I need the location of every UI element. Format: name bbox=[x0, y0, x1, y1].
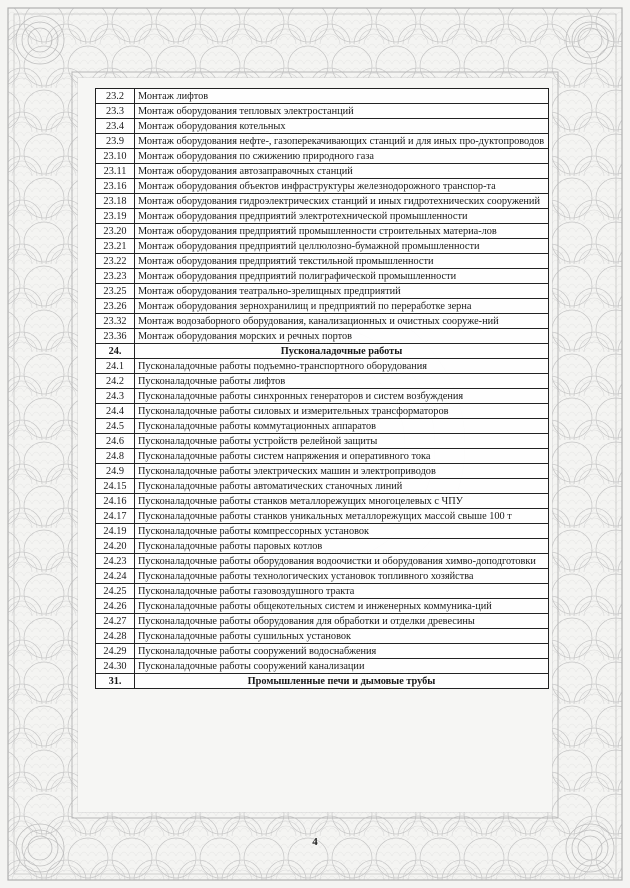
table-row bbox=[96, 314, 549, 329]
row-code: 24.27 bbox=[96, 614, 135, 629]
row-code: 31. bbox=[96, 674, 135, 689]
row-code: 23.32 bbox=[96, 314, 135, 329]
row-description: Промышленные печи и дымовые трубы bbox=[135, 674, 549, 689]
row-description: Монтаж водозаборного оборудования, канализационных и очистных сооруже-ний bbox=[135, 314, 549, 329]
row-description: Пусконаладочные работы электрических машин и электроприводов bbox=[135, 464, 549, 479]
table-row bbox=[96, 164, 549, 179]
row-code: 23.19 bbox=[96, 209, 135, 224]
row-code: 23.36 bbox=[96, 329, 135, 344]
row-code: 23.4 bbox=[96, 119, 135, 134]
row-description: Пусконаладочные работы автоматических станочных линий bbox=[135, 479, 549, 494]
table-row bbox=[96, 629, 549, 644]
table-row bbox=[96, 209, 549, 224]
table-row bbox=[96, 659, 549, 674]
table-row bbox=[96, 494, 549, 509]
table-row bbox=[96, 509, 549, 524]
table-row bbox=[96, 449, 549, 464]
table-row bbox=[96, 539, 549, 554]
row-description: Монтаж оборудования зернохранилищ и предприятий по переработке зерна bbox=[135, 299, 549, 314]
row-description: Пусконаладочные работы общекотельных систем и инженерных коммуника-ций bbox=[135, 599, 549, 614]
row-code: 24.15 bbox=[96, 479, 135, 494]
table-row bbox=[96, 554, 549, 569]
table-row bbox=[96, 644, 549, 659]
table-row bbox=[96, 419, 549, 434]
works-table-body bbox=[96, 89, 549, 689]
section-header-row bbox=[96, 344, 549, 359]
table-row bbox=[96, 224, 549, 239]
row-code: 23.2 bbox=[96, 89, 135, 104]
row-description: Пусконаладочные работы систем напряжения и оперативного тока bbox=[135, 449, 549, 464]
table-row bbox=[96, 389, 549, 404]
table-row bbox=[96, 254, 549, 269]
row-code: 24.25 bbox=[96, 584, 135, 599]
row-code: 24.24 bbox=[96, 569, 135, 584]
table-row bbox=[96, 359, 549, 374]
table-row bbox=[96, 584, 549, 599]
row-code: 23.20 bbox=[96, 224, 135, 239]
row-code: 24.23 bbox=[96, 554, 135, 569]
row-description: Пусконаладочные работы технологических установок топливного хозяйства bbox=[135, 569, 549, 584]
table-row bbox=[96, 239, 549, 254]
table-row bbox=[96, 479, 549, 494]
row-code: 23.21 bbox=[96, 239, 135, 254]
row-description: Пусконаладочные работы устройств релейной защиты bbox=[135, 434, 549, 449]
page-number: 4 bbox=[312, 836, 318, 848]
row-description: Пусконаладочные работы сооружений водоснабжения bbox=[135, 644, 549, 659]
table-row bbox=[96, 599, 549, 614]
row-description: Пусконаладочные работы оборудования водоочистки и оборудования химво-доподготовки bbox=[135, 554, 549, 569]
row-description: Пусконаладочные работы синхронных генераторов и систем возбуждения bbox=[135, 389, 549, 404]
table-row bbox=[96, 404, 549, 419]
table-row bbox=[96, 194, 549, 209]
row-code: 23.18 bbox=[96, 194, 135, 209]
table-row bbox=[96, 329, 549, 344]
row-code: 24.1 bbox=[96, 359, 135, 374]
row-code: 24.5 bbox=[96, 419, 135, 434]
row-description: Монтаж оборудования объектов инфраструктуры железнодорожного транспор-та bbox=[135, 179, 549, 194]
row-code: 23.16 bbox=[96, 179, 135, 194]
table-row bbox=[96, 104, 549, 119]
row-code: 24.30 bbox=[96, 659, 135, 674]
row-description: Пусконаладочные работы газовоздушного тракта bbox=[135, 584, 549, 599]
row-description: Монтаж оборудования по сжижению природного газа bbox=[135, 149, 549, 164]
row-code: 24.28 bbox=[96, 629, 135, 644]
row-code: 23.25 bbox=[96, 284, 135, 299]
row-description: Пусконаладочные работы лифтов bbox=[135, 374, 549, 389]
row-description: Пусконаладочные работы сушильных установок bbox=[135, 629, 549, 644]
row-code: 23.22 bbox=[96, 254, 135, 269]
row-code: 24.9 bbox=[96, 464, 135, 479]
row-code: 23.26 bbox=[96, 299, 135, 314]
row-description: Монтаж оборудования котельных bbox=[135, 119, 549, 134]
row-description: Монтаж оборудования морских и речных портов bbox=[135, 329, 549, 344]
row-description: Пусконаладочные работы компрессорных установок bbox=[135, 524, 549, 539]
table-row bbox=[96, 614, 549, 629]
section-header-row bbox=[96, 674, 549, 689]
row-description: Пусконаладочные работы станков металлорежущих многоцелевых с ЧПУ bbox=[135, 494, 549, 509]
row-code: 23.9 bbox=[96, 134, 135, 149]
row-description: Пусконаладочные работы силовых и измерительных трансформаторов bbox=[135, 404, 549, 419]
row-code: 24.6 bbox=[96, 434, 135, 449]
table-row bbox=[96, 374, 549, 389]
row-description: Пусконаладочные работы оборудования для обработки и отделки древесины bbox=[135, 614, 549, 629]
table-row bbox=[96, 434, 549, 449]
row-code: 23.10 bbox=[96, 149, 135, 164]
row-description: Пусконаладочные работы сооружений канализации bbox=[135, 659, 549, 674]
row-code: 23.11 bbox=[96, 164, 135, 179]
works-table bbox=[95, 88, 549, 689]
row-description: Монтаж оборудования предприятий текстильной промышленности bbox=[135, 254, 549, 269]
table-row bbox=[96, 284, 549, 299]
table-row bbox=[96, 119, 549, 134]
row-description: Монтаж оборудования предприятий электротехнической промышленности bbox=[135, 209, 549, 224]
table-row bbox=[96, 149, 549, 164]
row-description: Монтаж оборудования нефте-, газоперекачивающих станций и для иных про-дуктопроводов bbox=[135, 134, 549, 149]
row-code: 24.20 bbox=[96, 539, 135, 554]
row-code: 24. bbox=[96, 344, 135, 359]
row-description: Пусконаладочные работы паровых котлов bbox=[135, 539, 549, 554]
row-code: 24.4 bbox=[96, 404, 135, 419]
row-description: Пусконаладочные работы bbox=[135, 344, 549, 359]
table-row bbox=[96, 569, 549, 584]
row-code: 24.17 bbox=[96, 509, 135, 524]
row-code: 24.16 bbox=[96, 494, 135, 509]
row-description: Монтаж лифтов bbox=[135, 89, 549, 104]
row-code: 24.8 bbox=[96, 449, 135, 464]
row-description: Монтаж оборудования тепловых электростанций bbox=[135, 104, 549, 119]
table-row bbox=[96, 524, 549, 539]
row-description: Монтаж оборудования предприятий промышленности строительных материа-лов bbox=[135, 224, 549, 239]
table-row bbox=[96, 299, 549, 314]
row-description: Монтаж оборудования предприятий целлюлозно-бумажной промышленности bbox=[135, 239, 549, 254]
table-row bbox=[96, 179, 549, 194]
row-code: 24.2 bbox=[96, 374, 135, 389]
table-row bbox=[96, 134, 549, 149]
row-code: 24.19 bbox=[96, 524, 135, 539]
row-code: 24.3 bbox=[96, 389, 135, 404]
row-code: 23.23 bbox=[96, 269, 135, 284]
table-row bbox=[96, 269, 549, 284]
row-code: 24.29 bbox=[96, 644, 135, 659]
row-description: Пусконаладочные работы коммутационных аппаратов bbox=[135, 419, 549, 434]
row-code: 23.3 bbox=[96, 104, 135, 119]
row-description: Монтаж оборудования театрально-зрелищных предприятий bbox=[135, 284, 549, 299]
table-row bbox=[96, 464, 549, 479]
row-description: Монтаж оборудования автозаправочных станций bbox=[135, 164, 549, 179]
row-code: 24.26 bbox=[96, 599, 135, 614]
row-description: Пусконаладочные работы подъемно-транспортного оборудования bbox=[135, 359, 549, 374]
table-row bbox=[96, 89, 549, 104]
row-description: Монтаж оборудования гидроэлектрических станций и иных гидротехнических сооружений bbox=[135, 194, 549, 209]
row-description: Пусконаладочные работы станков уникальных металлорежущих массой свыше 100 т bbox=[135, 509, 549, 524]
row-description: Монтаж оборудования предприятий полиграфической промышленности bbox=[135, 269, 549, 284]
